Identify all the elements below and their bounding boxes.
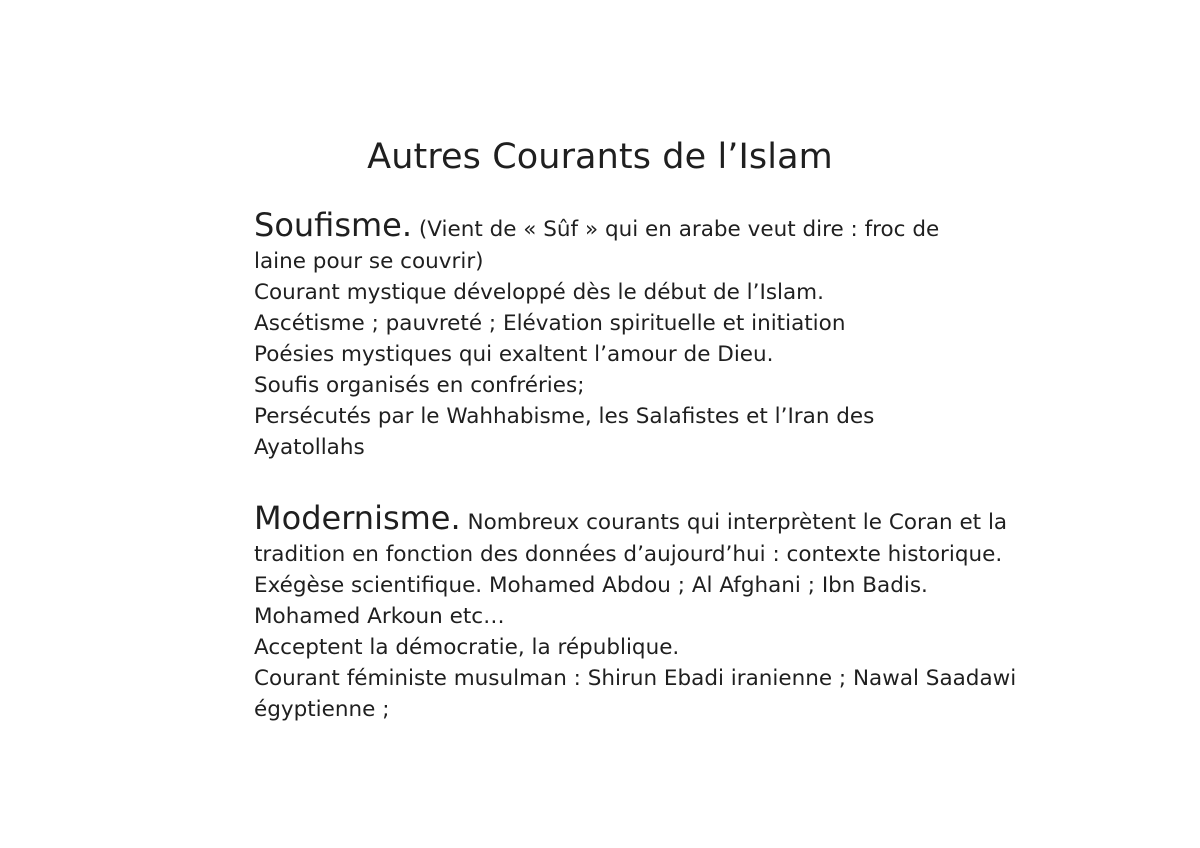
modernisme-line-1: Nombreux courants qui interprètent le Coran et la <box>467 510 1008 535</box>
soufisme-line-3: Courant mystique développé dès le début de l’Islam. <box>254 280 824 305</box>
slide-content <box>254 204 1024 725</box>
modernisme-section <box>254 497 1024 725</box>
modernisme-heading-line <box>254 497 1024 539</box>
soufisme-line-8: Ayatollahs <box>254 435 365 460</box>
modernisme-line-5: Acceptent la démocratie, la république. <box>254 635 680 660</box>
modernisme-line-3: Exégèse scientifique. Mohamed Abdou ; Al Afghani ; Ibn Badis. <box>254 573 928 598</box>
page-title: Autres Courants de l’Islam <box>367 137 833 178</box>
section-spacer <box>254 463 1024 497</box>
soufisme-line-5: Poésies mystiques qui exaltent l’amour de Dieu. <box>254 342 774 367</box>
soufisme-heading: Soufisme. <box>254 206 413 244</box>
soufisme-line-6: Soufis organisés en confréries; <box>254 373 585 398</box>
modernisme-line-6: Courant féministe musulman : Shirun Ebadi iranienne ; Nawal Saadawi <box>254 666 1017 691</box>
soufisme-line-7: Persécutés par le Wahhabisme, les Salafistes et l’Iran des <box>254 404 875 429</box>
soufisme-line-1: (Vient de « Sûf » qui en arabe veut dire : froc de <box>418 217 940 242</box>
modernisme-heading: Modernisme. <box>254 499 461 537</box>
modernisme-line-2: tradition en fonction des données d’aujourd’hui : contexte historique. <box>254 542 1003 567</box>
modernisme-line-4: Mohamed Arkoun etc… <box>254 604 505 629</box>
soufisme-line-2: laine pour se couvrir) <box>254 249 484 274</box>
soufisme-section <box>254 204 1024 463</box>
soufisme-line-4: Ascétisme ; pauvreté ; Elévation spirituelle et initiation <box>254 311 846 336</box>
soufisme-heading-line <box>254 204 1024 246</box>
modernisme-line-7: égyptienne ; <box>254 697 390 722</box>
